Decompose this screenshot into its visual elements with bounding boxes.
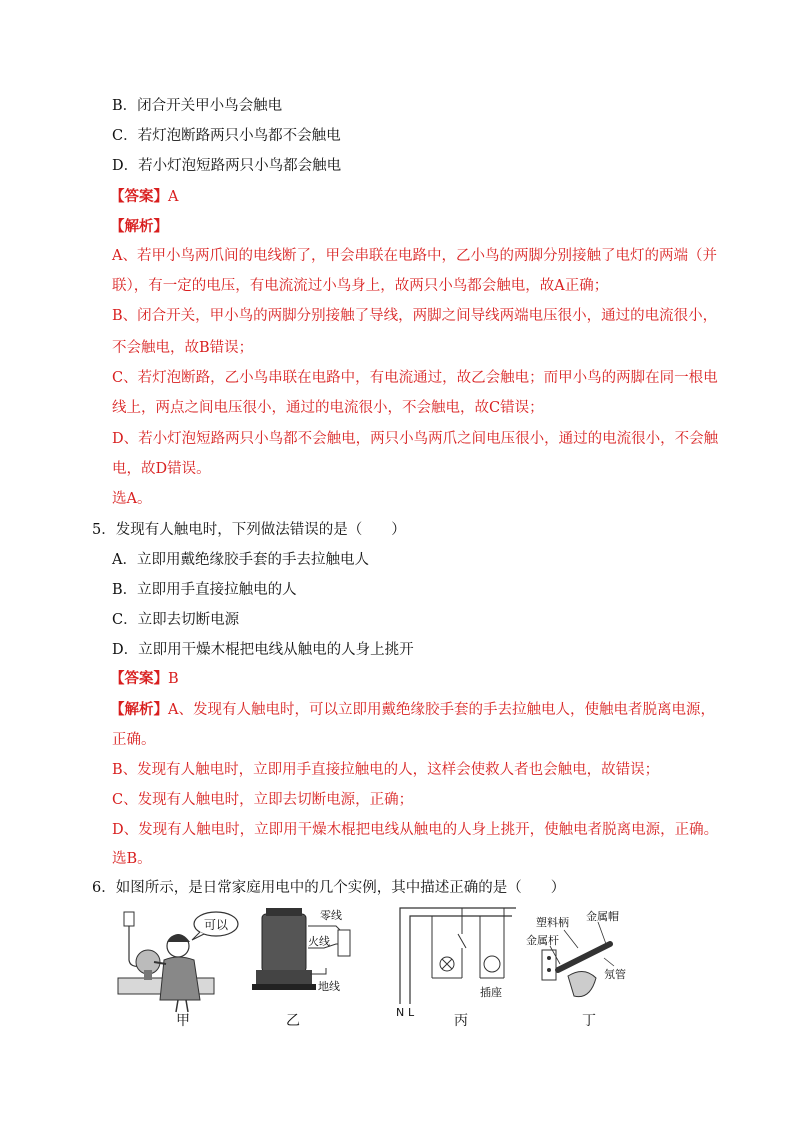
q4-analysis-line: D、若小灯泡短路两只小鸟都不会触电，两只小鸟两爪之间电压很小，通过的电流很小，不会触 [112,431,719,447]
figure-bing-socket-label: 插座 [480,986,502,999]
q4-analysis-line: C、若灯泡断路，乙小鸟串联在电路中，有电流通过，故乙会触电；而甲小鸟的两脚在同一根电 [112,370,718,386]
q6-figure-svg [112,904,672,1026]
q4-analysis-line: A、若甲小鸟两爪间的电线断了，甲会串联在电路中，乙小鸟的两脚分别接触了电灯的两端（并 [112,248,717,264]
figure-jia-caption: 甲 [176,1013,190,1029]
figure-yi-neutral-label: 零线 [320,909,342,922]
figure-bing-caption: 丙 [454,1013,468,1029]
q5-analysis-tag: 【解析】 [110,701,168,718]
q5-option-a: A．立即用戴绝缘胶手套的手去拉触电人 [112,552,369,568]
figure-jia-bubble-text: 可以 [203,918,229,932]
figure-ding-plastic-label: 塑料柄 [536,916,569,929]
q5-analysis-first [110,700,715,720]
q5-answer-value: B [168,671,179,687]
q4-conclusion: 选A。 [112,491,152,507]
q4-analysis-line: 电，故D错误。 [112,461,211,477]
figure-yi-live-label: 火线 [308,935,330,948]
q4-answer-value: A [168,189,179,205]
q6-figure [112,904,672,1030]
figure-ding-cap-label: 金属帽 [586,910,619,923]
q5-analysis-line: 正确。 [112,732,156,748]
q5-analysis-first-text: A、发现有人触电时，可以立即用戴绝缘胶手套的手去拉触电人，使触电者脱离电源， [168,702,715,718]
figure-ding-neon-label: 氖管 [604,968,626,981]
q5-option-c: C．立即去切断电源 [112,612,240,628]
figure-bing-l-label: L [408,1006,415,1019]
figure-yi-illustration [252,908,350,993]
q4-answer-tag: 【答案】 [110,188,168,205]
q5-option-d: D．立即用干燥木棍把电线从触电的人身上挑开 [112,642,414,658]
q4-analysis-line: 联），有一定的电压，有电流流过小鸟身上，故两只小鸟都会触电，故A正确； [112,278,609,294]
figure-ding-rod-label: 金属杆 [526,934,559,947]
q5-analysis-line: B、发现有人触电时，立即用手直接拉触电的人，这样会使救人者也会触电，故错误； [112,762,660,778]
q5-answer-tag: 【答案】 [110,670,168,687]
figure-yi-caption: 乙 [286,1013,300,1029]
figure-jia-illustration [118,912,238,1012]
figure-yi-ground-label: 地线 [318,980,340,993]
q5-analysis-line: C、发现有人触电时，立即去切断电源，正确； [112,792,414,808]
q5-conclusion: 选B。 [112,851,152,867]
q4-analysis-line: B、闭合开关，甲小鸟的两脚分别接触了导线，两脚之间导线两端电压很小，通过的电流很小， [112,308,718,324]
q4-option-d: D．若小灯泡短路两只小鸟都会触电 [112,158,342,174]
q5-option-b: B．立即用手直接拉触电的人 [112,582,297,598]
q5-answer [110,669,179,689]
q4-option-c: C．若灯泡断路两只小鸟都不会触电 [112,128,341,144]
figure-ding-illustration [526,909,626,997]
q6-stem: 6．如图所示，是日常家庭用电中的几个实例，其中描述正确的是（ ） [92,880,566,896]
q5-stem: 5．发现有人触电时，下列做法错误的是（ ） [92,522,406,538]
figure-bing-illustration [396,908,516,1019]
q4-analysis-tag: 【解析】 [110,218,168,235]
figure-bing-n-label: N [396,1006,405,1019]
figure-ding-caption: 丁 [582,1013,596,1029]
q4-analysis-line: 不会触电，故B错误； [112,340,254,356]
q4-answer [110,187,178,207]
q4-analysis-line: 线上，两点之间电压很小，通过的电流很小，不会触电，故C错误； [112,400,544,416]
q5-analysis-line: D、发现有人触电时，立即用干燥木棍把电线从触电的人身上挑开，使触电者脱离电源，正确。 [112,822,719,838]
q4-option-b: B．闭合开关甲小鸟会触电 [112,98,283,114]
